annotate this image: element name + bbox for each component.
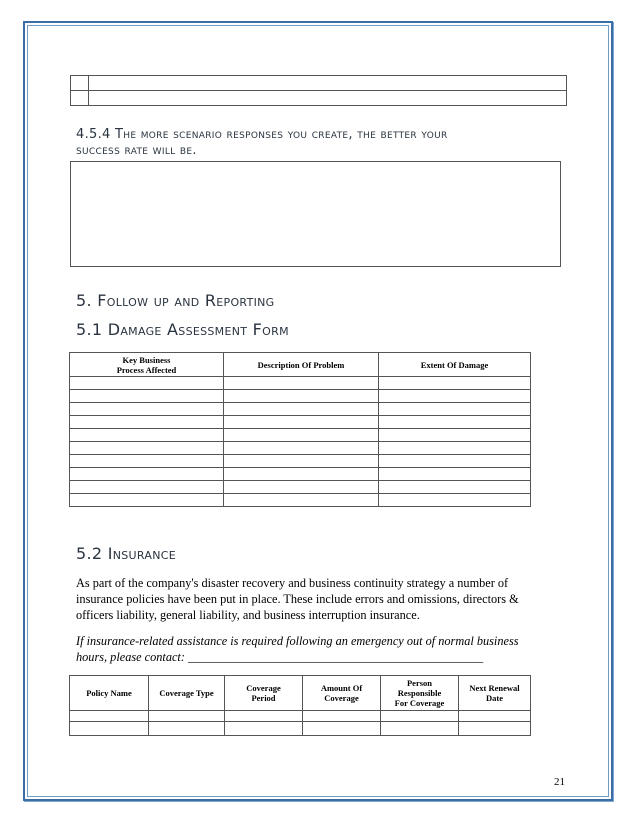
table-cell[interactable]: [224, 494, 379, 507]
header-description-of-problem: Description Of Problem: [224, 353, 379, 377]
header-label: Coverage: [246, 683, 281, 693]
table-cell[interactable]: [459, 722, 531, 736]
table-cell[interactable]: [70, 468, 224, 481]
table-cell[interactable]: [70, 481, 224, 494]
header-person-responsible: [381, 676, 459, 711]
table-cell: [89, 76, 567, 91]
table-cell[interactable]: [303, 722, 381, 736]
table-cell[interactable]: [379, 455, 531, 468]
header-label: Key Business: [122, 354, 171, 365]
table-cell[interactable]: [70, 403, 224, 416]
insurance-contact-note: If insurance-related assistance is required following an emergency out of normal business hours, please contact: ________________________________________________: [76, 634, 519, 664]
table-cell[interactable]: [70, 722, 149, 736]
insurance-table: [69, 675, 531, 736]
table-cell[interactable]: [224, 455, 379, 468]
header-label: Process Affected: [116, 364, 177, 375]
header-policy-name: Policy Name: [70, 676, 149, 711]
table-cell[interactable]: [459, 711, 531, 722]
table-cell[interactable]: [224, 429, 379, 442]
table-cell[interactable]: [225, 722, 303, 736]
header-label: Period: [251, 693, 276, 703]
table-cell[interactable]: [149, 711, 225, 722]
table-cell[interactable]: [379, 481, 531, 494]
table-cell[interactable]: [70, 455, 224, 468]
table-cell[interactable]: [379, 416, 531, 429]
scenario-response-box[interactable]: [70, 161, 561, 267]
previous-table-fragment: [70, 75, 567, 106]
table-cell[interactable]: [225, 711, 303, 722]
header-label: Responsible: [397, 688, 442, 698]
page-number: 21: [554, 776, 565, 788]
table-cell[interactable]: [70, 442, 224, 455]
header-label: Person: [406, 678, 433, 688]
table-cell[interactable]: [379, 390, 531, 403]
table-cell[interactable]: [381, 711, 459, 722]
section-454-title-line2: success rate will be.: [76, 143, 197, 158]
header-label: Coverage: [324, 693, 359, 703]
table-cell[interactable]: [379, 377, 531, 390]
table-cell[interactable]: [70, 429, 224, 442]
table-cell[interactable]: [224, 416, 379, 429]
header-label: Amount Of: [320, 683, 363, 693]
header-label: For Coverage: [394, 698, 445, 708]
insurance-paragraph: As part of the company's disaster recovery and business continuity strategy a number of insurance policies have been put in place. These include errors and omissions, directors & officers liability, general liability, and business interruption insurance.: [76, 576, 519, 622]
table-cell[interactable]: [224, 468, 379, 481]
table-cell[interactable]: [379, 429, 531, 442]
table-cell[interactable]: [70, 390, 224, 403]
table-cell: [71, 91, 89, 106]
section-52-heading: 5.2 Insurance: [76, 544, 176, 563]
header-amount-of-coverage: [303, 676, 381, 711]
section-5-heading: 5. Follow up and Reporting: [76, 291, 275, 310]
table-cell: [89, 91, 567, 106]
table-cell[interactable]: [379, 494, 531, 507]
table-cell[interactable]: [224, 442, 379, 455]
table-cell[interactable]: [303, 711, 381, 722]
header-coverage-period: [225, 676, 303, 711]
table-cell: [71, 76, 89, 91]
table-cell[interactable]: [379, 403, 531, 416]
header-extent-of-damage: Extent Of Damage: [379, 353, 531, 377]
table-cell[interactable]: [70, 711, 149, 722]
header-label: Next Renewal: [469, 683, 520, 693]
section-454-title-line1: 4.5.4 The more scenario responses you create, the better your: [76, 127, 448, 142]
section-51-heading: 5.1 Damage Assessment Form: [76, 320, 289, 339]
table-cell[interactable]: [379, 442, 531, 455]
header-coverage-type: Coverage Type: [149, 676, 225, 711]
table-cell[interactable]: [224, 390, 379, 403]
table-cell[interactable]: [149, 722, 225, 736]
table-cell[interactable]: [70, 494, 224, 507]
table-cell[interactable]: [381, 722, 459, 736]
table-cell[interactable]: [70, 416, 224, 429]
table-cell[interactable]: [224, 377, 379, 390]
table-cell[interactable]: [70, 377, 224, 390]
table-cell[interactable]: [379, 468, 531, 481]
header-key-business-process: [70, 353, 224, 377]
section-454-heading: [76, 127, 566, 159]
header-next-renewal-date: [459, 676, 531, 711]
damage-assessment-table: [69, 352, 531, 507]
header-label: Date: [486, 693, 503, 703]
table-cell[interactable]: [224, 403, 379, 416]
table-cell[interactable]: [224, 481, 379, 494]
